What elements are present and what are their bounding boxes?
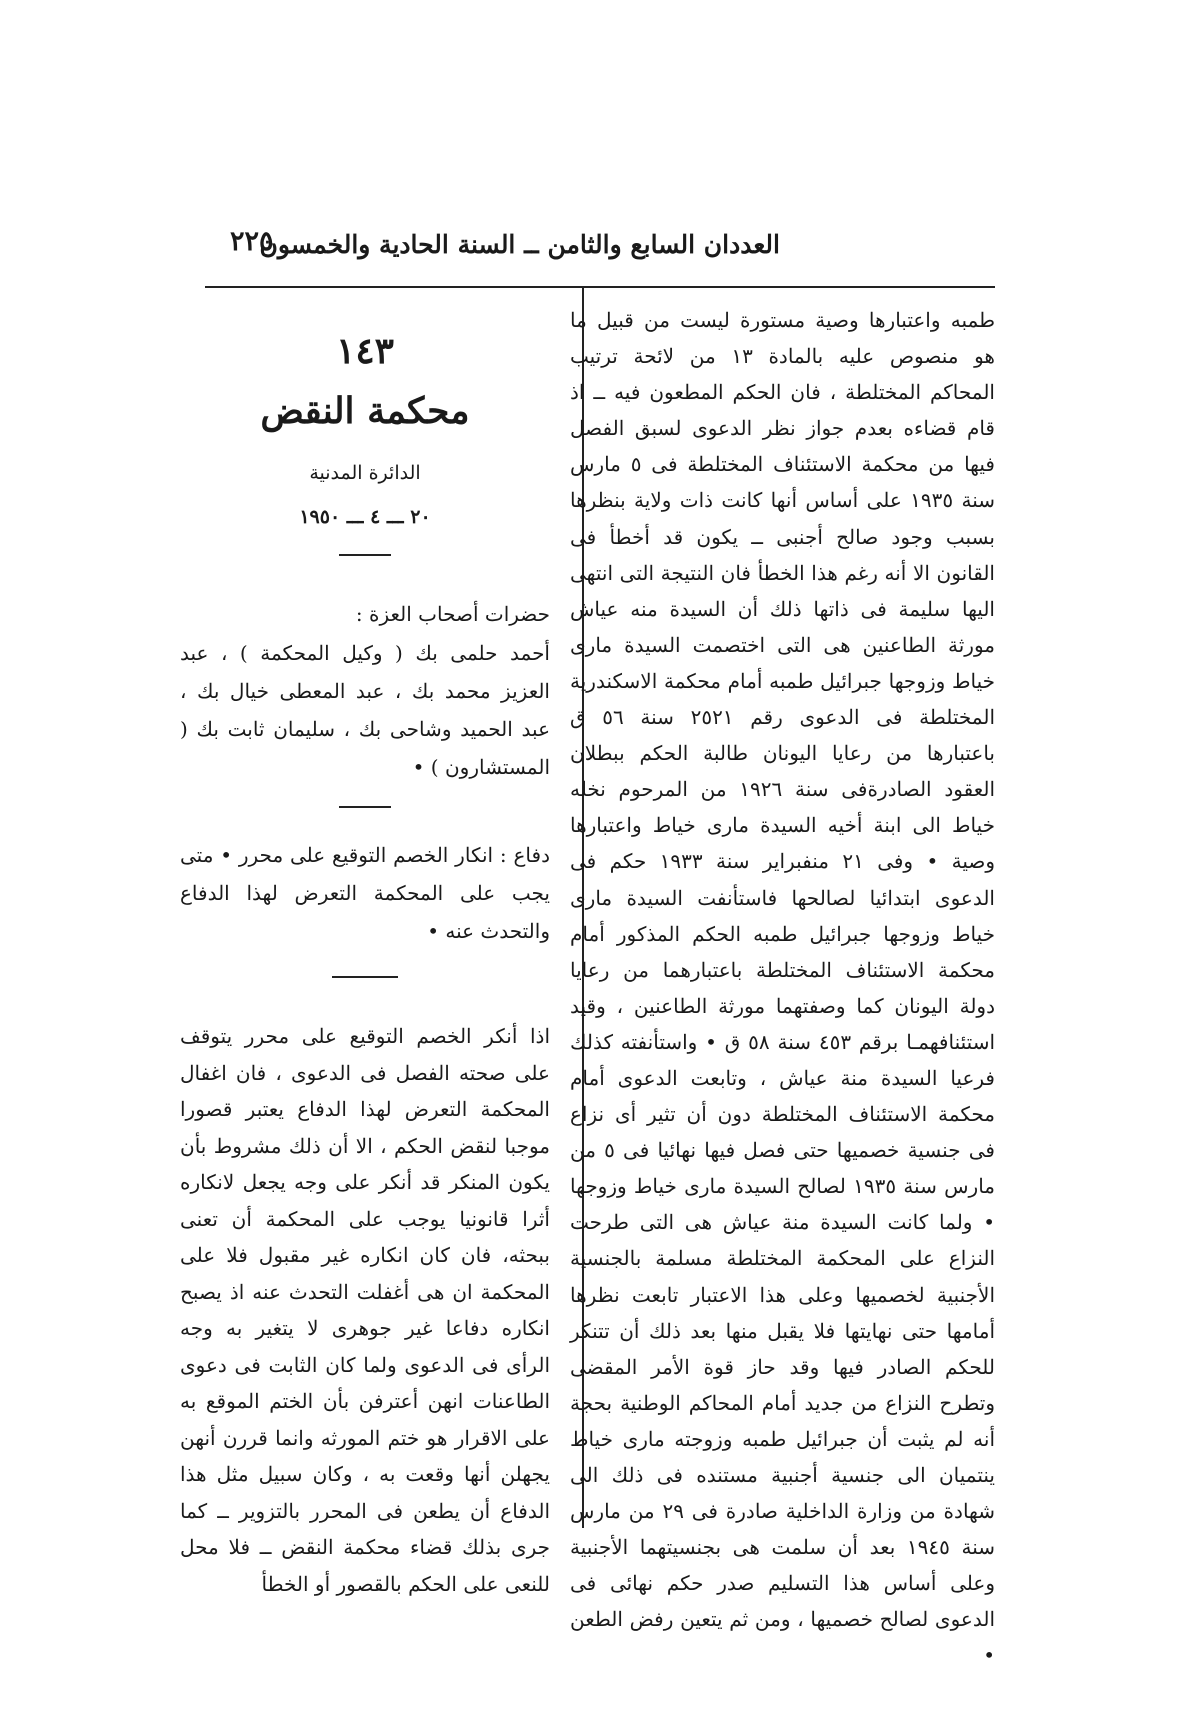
case-number: ١٤٣ bbox=[335, 330, 394, 372]
ruling-date: ٢٠ ـــ ٤ ـــ ١٩٥٠ bbox=[299, 506, 431, 528]
header-rule bbox=[205, 286, 995, 288]
running-header bbox=[205, 226, 995, 270]
judges-list: أحمد حلمى بك ( وكيل المحكمة ) ، عبد العزيز محمد بك ، عبد المعطى خيال بك ، عبد الحميد وشاحى بك ، سليمان ثابت بك ( المستشارون ) • bbox=[180, 641, 550, 779]
right-column bbox=[570, 302, 995, 1674]
right-column-paragraph: طمبه واعتبارها وصية مستورة ليست من قبيل ما هو منصوص عليه بالمادة ١٣ من لائحة ترتيب المحاكم المختلطة ، فان الحكم المطعون فيه ــ اذ قام قضاءه بعدم جواز نظر الدعوى لسبق الفصل فيها من محكمة الاستئناف المختلطة فى ٥ مارس سنة ١٩٣٥ على أساس أنها كانت ذات ولاية بنظرها بسبب وجود صالح أجنبى ــ يكون قد أخطأ فى القانون الا أنه رغم هذا الخطأ فان النتيجة التى انتهى اليها سليمة فى ذاتها ذلك أن السيدة منه عياش مورثة الطاعنين هى التى اختصمت السيدة مارى خياط وزوجها جبرائيل طمبه أمام محكمة الاسكندرية المختلطة فى الدعوى رقم ٢٥٢١ سنة ٥٦ ق باعتبارها من رعايا اليونان طالبة الحكم ببطلان العقود الصادرةفى سنة ١٩٢٦ من المرحوم نخله خياط الى ابنة أخيه السيدة مارى خياط واعتبارها وصية • وفى ٢١ منفبراير سنة ١٩٣٣ حكم فى الدعوى ابتدائيا لصالحها فاستأنفت السيدة مارى خياط وزوجها جبرائيل طمبه الحكم المذكور أمام محكمة الاستئناف المختلطة باعتبارهما من رعايا دولة اليونان كما وصفتهما مورثة الطاعنين ، وقيد استئنافهمـا برقم ٤٥٣ سنة ٥٨ ق • واستأنفته كذلك فرعيا السيدة منة عياش ، وتابعت الدعوى أمام محكمة الاستئناف المختلطة دون أن تثير أى نزاع فى جنسية خصميها حتى فصل فيها نهائيا فى ٥ من مارس سنة ١٩٣٥ لصالح السيدة مارى خياط وزوجها • ولما كانت السيدة منة عياش هى التى طرحت النزاع على المحكمة المختلطة مسلمة بالجنسية الأجنبية لخصميها وعلى هذا الاعتبار تابعت نظرها أمامها حتى نهايتها فلا يقبل منها بعد ذلك أن تتنكر للحكم الصادر فيها وقد حاز قوة الأمر المقضى وتطرح النزاع من جديد أمام المحاكم الوطنية بحجة أنه لم يثبت أن جبرائيل طمبه وزوجته مارى خياط ينتميان الى جنسية أجنبية مستنده فى ذلك الى شهادة من وزارة الداخلية صادرة فى ٢٩ من مارس سنة ١٩٤٥ بعد أن سلمت هى بجنسيتهما الأجنبية وعلى أساس هذا التسليم صدر حكم نهائى فى الدعوى لصالح خصميها ، ومن ثم يتعين رفض الطعن • bbox=[570, 308, 996, 1668]
separator-rule bbox=[332, 976, 398, 978]
court-name: محكمة النقض bbox=[260, 390, 470, 432]
page-number: ٢٢٥ bbox=[230, 226, 274, 257]
judges-heading: حضرات أصحاب العزة : bbox=[355, 602, 550, 626]
ruling-body: اذا أنكر الخصم التوقيع على محرر يتوقف على صحته الفصل فى الدعوى ، فان اغفال المحكمة التعرض لهذا الدفاع يعتبر قصورا موجبا لنقض الحكم ، الا أن ذلك مشروط بأن يكون المنكر قد أنكر على وجه يجعل لانكاره أثرا قانونيا يوجب على المحكمة أن تعنى ببحثه، فان كان انكاره غير مقبول فلا على المحكمة ان هى أغفلت التحدث عنه اذ يصبح انكاره دفاعا غير جوهرى لا يتغير به وجه الرأى فى الدعوى ولما كان الثابت فى دعوى الطاعنات انهن أعترفن بأن الختم الموقع به على الاقرار هو ختم المورثه وانما قررن أنهن يجهلن أنها وقعت به ، وكان سبيل مثل هذا الدفاع أن يطعن فى المحرر بالتزوير ــ كما جرى بذلك قضاء محكمة النقض ــ فلا محل للنعى على الحكم بالقصور أو الخطأ bbox=[180, 1024, 550, 1596]
journal-issue-title: العددان السابع والثامن ــ السنة الحادية والخمسون bbox=[259, 230, 780, 259]
circuit-name: الدائرة المدنية bbox=[309, 462, 421, 484]
separator-rule bbox=[339, 806, 391, 808]
separator-rule bbox=[339, 554, 391, 556]
headnote: دفاع : انكار الخصم التوقيع على محرر • متى يجب على المحكمة التعرض لهذا الدفاع والتحدث عنه • bbox=[180, 843, 550, 943]
left-column bbox=[180, 302, 550, 1602]
